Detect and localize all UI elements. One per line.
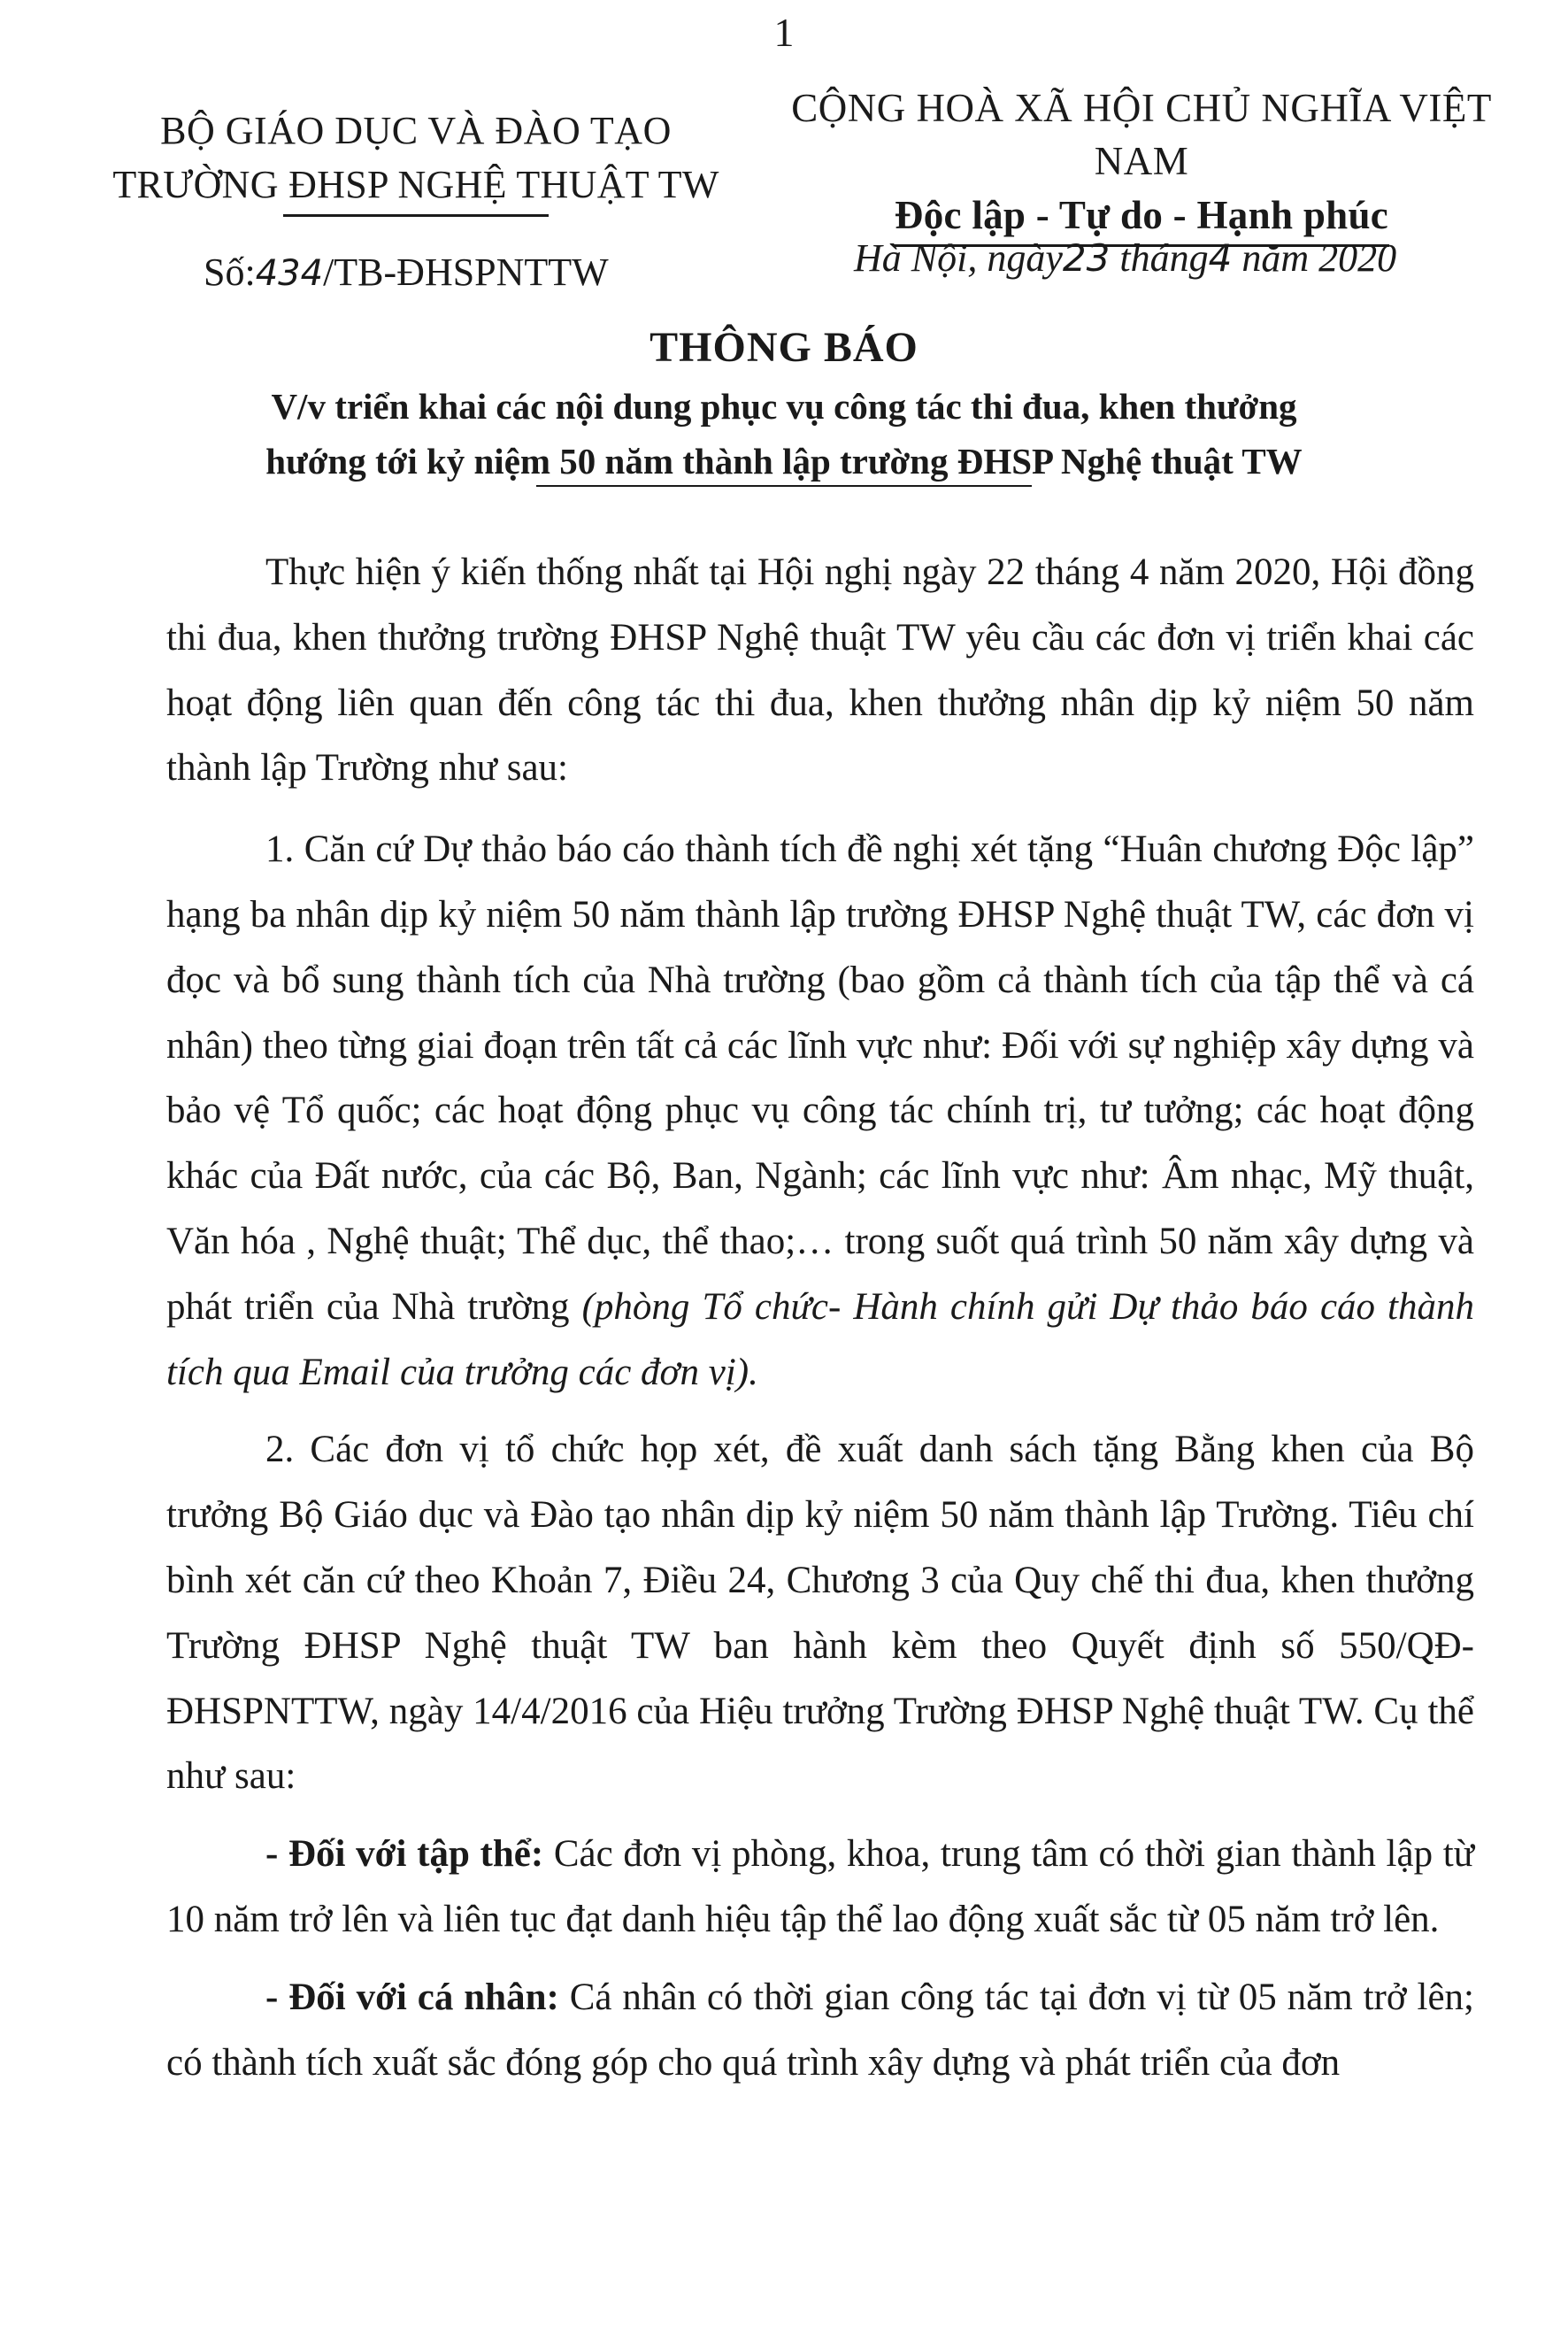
item-2-paragraph: 2. Các đơn vị tổ chức họp xét, đề xuất danh sách tặng Bằng khen của Bộ trưởng Bộ Giáo dục và Đào tạo nhân dịp kỷ niệm 50 năm thành lập Trường. Tiêu chí bình xét căn cứ theo Khoản 7, Điều 24, Chương 3 của Quy chế thi đua, khen thưởng Trường ĐHSP Nghệ thuật TW ban hành kèm theo Quyết định số 550/QĐ-ĐHSPNTTW, ngày 14/4/2016 của Hiệu trưởng Trường ĐHSP Nghệ thuật TW. Cụ thể như sau: <box>166 1429 1474 1798</box>
school-name <box>97 158 734 217</box>
date-month-handwritten: 4 <box>1208 236 1233 280</box>
national-name: CỘNG HOÀ XÃ HỘI CHỦ NGHĨA VIỆT NAM <box>791 86 1492 183</box>
date-place: Hà Nội, ngày <box>854 236 1063 280</box>
document-subject-line1: V/v triển khai các nội dung phục vụ công tác thi đua, khen thưởng <box>271 386 1297 427</box>
collective-label: - Đối với tập thể: <box>265 1833 544 1876</box>
date-month-word: tháng <box>1119 236 1209 280</box>
item-1-paragraph <box>166 817 1474 1405</box>
document-subject-line2 <box>0 434 1568 487</box>
doc-number-suffix: /TB-ĐHSPNTTW <box>323 250 609 294</box>
intro-paragraph: Thực hiện ý kiến thống nhất tại Hội nghị ngày 22 tháng 4 năm 2020, Hội đồng thi đua, khen thưởng trường ĐHSP Nghệ thuật TW yêu cầu các đơn vị triển khai các hoạt động liên quan đến công tác thi đua, khen thưởng nhân dịp kỷ niệm 50 năm thành lập Trường như sau: <box>166 551 1474 790</box>
document-subject-line2-text: hướng tới kỷ niệm 50 năm thành lập trường ĐHSP Nghệ thuật TW <box>265 441 1303 482</box>
ministry-header <box>97 104 734 217</box>
national-motto-text: Độc lập - Tự do - Hạnh phúc <box>894 193 1389 237</box>
collective-text: Các đơn vị phòng, khoa, trung tâm có thời gian thành lập từ 10 năm trở lên và liên tục đạt danh hiệu tập thể lao động xuất sắc từ 05 năm trở lên. <box>166 1833 1474 1940</box>
individual-paragraph <box>166 1965 1474 2096</box>
ministry-name: BỘ GIÁO DỤC VÀ ĐÀO TẠO <box>160 109 672 152</box>
individual-label: - Đối với cá nhân: <box>265 1976 559 2018</box>
date-day-handwritten: 23 <box>1062 236 1111 280</box>
doc-number-handwritten: 434 <box>255 253 324 294</box>
collective-paragraph <box>166 1822 1474 1953</box>
subject-underline <box>536 485 1032 487</box>
document-body <box>166 540 1474 2108</box>
national-header <box>743 81 1540 247</box>
school-underline <box>283 214 549 217</box>
item-1-italic-note: (phòng Tổ chức- Hành chính gửi Dự thảo báo cáo thành tích qua Email của trưởng các đơn vị). <box>166 1285 1475 1393</box>
page-number: 1 <box>773 10 795 55</box>
item-1-text: 1. Căn cứ Dự thảo báo cáo thành tích đề nghị xét tặng “Huân chương Độc lập” hạng ba nhân dịp kỷ niệm 50 năm thành lập trường ĐHSP Nghệ thuật TW, các đơn vị đọc và bổ sung thành tích của Nhà trường (bao gồm cả thành tích của tập thể và cá nhân) theo từng giai đoạn trên tất cả các lĩnh vực như: Đối với sự nghiệp xây dựng và bảo vệ Tổ quốc; các hoạt động phục vụ công tác chính trị, tư tưởng; các hoạt động khác của Đất nước, của các Bộ, Ban, Ngành; các lĩnh vực như: Âm nhạc, Mỹ thuật, Văn hóa , Nghệ thuật; Thể dục, thể thao;… trong suốt quá trình 50 năm xây dựng và phát triển của Nhà trường <box>166 828 1474 1328</box>
document-date <box>854 235 1396 281</box>
document-title: THÔNG BÁO <box>649 324 919 371</box>
date-year: năm 2020 <box>1241 236 1397 280</box>
individual-text: Cá nhân có thời gian công tác tại đơn vị từ 05 năm trở lên; có thành tích xuất sắc đóng góp cho quá trình xây dựng và phát triển của đơn <box>166 1976 1474 2084</box>
document-number <box>204 250 609 295</box>
doc-number-prefix: Số: <box>204 250 256 294</box>
school-name-text: TRƯỜNG ĐHSP NGHỆ THUẬT TW <box>112 163 719 206</box>
title-block <box>0 317 1568 487</box>
